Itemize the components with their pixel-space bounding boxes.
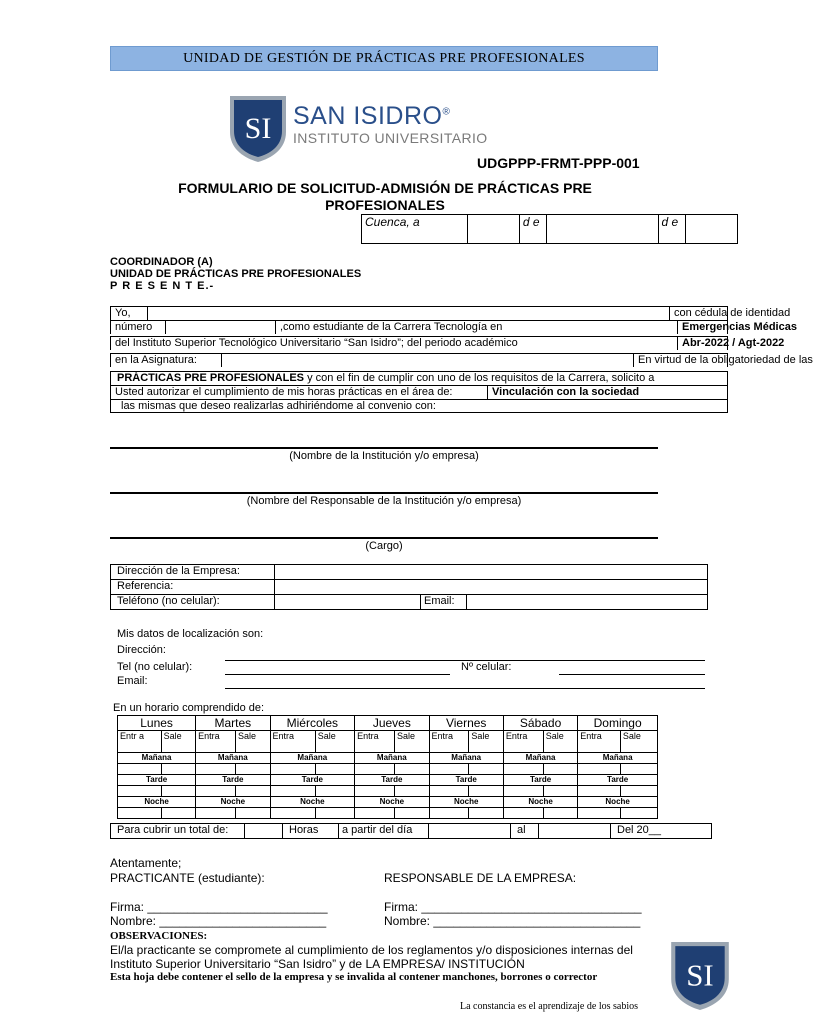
schedule-time-cell[interactable] <box>315 808 354 819</box>
location-phone-line[interactable] <box>225 674 450 675</box>
shield-logo-icon <box>228 94 288 164</box>
band-label: Mañana <box>429 753 503 764</box>
schedule-time-cell[interactable] <box>394 786 429 797</box>
schedule-time-cell[interactable] <box>270 764 315 775</box>
schedule-time-cell[interactable] <box>578 786 621 797</box>
company-address-field[interactable] <box>275 565 708 580</box>
position-caption: (Cargo) <box>365 540 403 552</box>
company-reference-field[interactable] <box>275 580 708 595</box>
exit-label: Sale <box>315 731 354 753</box>
entry-label: Entra <box>355 731 395 753</box>
schedule-time-cell[interactable] <box>196 786 236 797</box>
schedule-time-cell[interactable] <box>620 786 657 797</box>
rep-signature-line[interactable]: Firma: _________________________________ <box>384 900 642 914</box>
request-row-4: en la Asignatura: En virtud de la obligatoriedad de las <box>110 353 728 367</box>
end-day-field[interactable] <box>539 824 611 839</box>
schedule-time-cell[interactable] <box>315 764 354 775</box>
exit-label: Sale <box>469 731 504 753</box>
schedule-time-cell[interactable] <box>355 808 395 819</box>
band-label: Tarde <box>196 775 270 786</box>
location-mobile-label: Nº celular: <box>461 661 512 673</box>
band-label: Noche <box>355 797 429 808</box>
subject-field[interactable] <box>221 354 633 367</box>
exit-label: Sale <box>394 731 429 753</box>
schedule-time-cell[interactable] <box>469 764 504 775</box>
schedule-time-cell[interactable] <box>429 808 469 819</box>
schedule-time-cell[interactable] <box>578 808 621 819</box>
day-header-0: Lunes <box>118 716 196 731</box>
entry-label: Entr a <box>118 731 162 753</box>
day-header-6: Domingo <box>578 716 658 731</box>
date-table <box>361 214 738 244</box>
schedule-table <box>117 715 658 819</box>
day-header-1: Martes <box>196 716 270 731</box>
logo-subtitle: INSTITUTO UNIVERSITARIO <box>293 130 488 146</box>
band-label: Tarde <box>503 775 577 786</box>
location-phone-label: Tel (no celular): <box>117 661 193 673</box>
exit-label: Sale <box>620 731 657 753</box>
band-label: Mañana <box>578 753 658 764</box>
company-rep-label: RESPONSABLE DE LA EMPRESA: <box>384 871 577 885</box>
company-table: Dirección de la Empresa: Referencia: Teléfono (no celular): Email: <box>110 564 708 610</box>
band-label: Tarde <box>270 775 355 786</box>
schedule-time-cell[interactable] <box>543 764 578 775</box>
name-field[interactable] <box>147 307 669 320</box>
band-label: Mañana <box>355 753 429 764</box>
schedule-time-cell[interactable] <box>503 808 543 819</box>
request-row-3: del Instituto Superior Tecnológico Universitario “San Isidro”; del periodo académico Abr-2022 / Agt-2022 <box>110 336 728 350</box>
schedule-time-cell[interactable] <box>270 808 315 819</box>
entry-label: Entra <box>270 731 315 753</box>
schedule-time-cell[interactable] <box>315 786 354 797</box>
observations-text: El/la practicante se compromete al cumplimiento de los reglamentos y/o disposiciones internas del Instituto Superior Universitario “San Isidro” y de LA EMPRESA/ INSTITUCIÓN <box>110 943 633 971</box>
band-label: Mañana <box>503 753 577 764</box>
schedule-intro: En un horario comprendido de: <box>113 702 265 714</box>
schedule-time-cell[interactable] <box>118 786 162 797</box>
schedule-time-cell[interactable] <box>235 786 270 797</box>
schedule-time-cell[interactable] <box>394 808 429 819</box>
date-day-field[interactable] <box>467 215 519 244</box>
location-email-label: Email: <box>117 675 148 687</box>
band-label: Tarde <box>429 775 503 786</box>
schedule-time-cell[interactable] <box>429 764 469 775</box>
request-row-2: número ,como estudiante de la Carrera Tecnología en Emergencias Médicas <box>110 320 728 334</box>
schedule-time-cell[interactable] <box>620 808 657 819</box>
schedule-time-cell[interactable] <box>469 808 504 819</box>
exit-label: Sale <box>161 731 196 753</box>
entry-label: Entra <box>503 731 543 753</box>
schedule-time-cell[interactable] <box>196 764 236 775</box>
schedule-time-cell[interactable] <box>355 764 395 775</box>
schedule-time-cell[interactable] <box>394 764 429 775</box>
schedule-time-cell[interactable] <box>543 808 578 819</box>
rep-name-line[interactable]: Nombre: _______________________________ <box>384 914 641 928</box>
total-hours-field[interactable] <box>245 824 283 839</box>
date-year-field[interactable] <box>685 215 737 244</box>
company-phone-field[interactable] <box>275 595 421 610</box>
logo-name: SAN ISIDRO® <box>293 102 451 130</box>
schedule-time-cell[interactable] <box>161 764 196 775</box>
schedule-time-cell[interactable] <box>429 786 469 797</box>
header-banner: UNIDAD DE GESTIÓN DE PRÁCTICAS PRE PROFESIONALES <box>110 46 658 71</box>
band-label: Noche <box>578 797 658 808</box>
schedule-time-cell[interactable] <box>235 808 270 819</box>
band-label: Tarde <box>118 775 196 786</box>
entry-label: Entra <box>196 731 236 753</box>
form-title: FORMULARIO DE SOLICITUD-ADMISIÓN DE PRÁCTICAS PRE PROFESIONALES <box>178 180 592 213</box>
day-header-2: Miércoles <box>270 716 355 731</box>
student-label: PRACTICANTE (estudiante): <box>110 871 265 885</box>
day-header-4: Viernes <box>429 716 503 731</box>
date-place: Cuenca, a <box>362 215 468 244</box>
location-email-line[interactable] <box>225 688 705 689</box>
entry-label: Entra <box>578 731 621 753</box>
motto: La constancia es el aprendizaje de los sabios <box>460 1001 638 1012</box>
footer-shield-logo-icon <box>668 940 732 1012</box>
band-label: Noche <box>118 797 196 808</box>
institution-caption: (Nombre de la Institución y/o empresa) <box>289 450 479 462</box>
entry-label: Entra <box>429 731 469 753</box>
band-label: Tarde <box>578 775 658 786</box>
responsible-line[interactable] <box>110 492 658 494</box>
location-intro: Mis datos de localización son: <box>117 628 264 640</box>
sign-off: Atentamente; <box>110 856 182 870</box>
schedule-time-cell[interactable] <box>620 764 657 775</box>
date-de-2: d e <box>658 215 685 244</box>
company-email-field[interactable] <box>467 595 708 610</box>
schedule-time-cell[interactable] <box>161 786 196 797</box>
footer-logo-mark: SI <box>686 958 714 993</box>
band-label: Noche <box>503 797 577 808</box>
day-header-3: Jueves <box>355 716 429 731</box>
request-row-1: Yo, con cédula de identidad <box>110 306 728 320</box>
addressee: COORDINADOR (A) UNIDAD DE PRÁCTICAS PRE PROFESIONALES P R E S E N T E.- <box>110 256 362 292</box>
date-month-field[interactable] <box>546 215 658 244</box>
schedule-time-cell[interactable] <box>270 786 315 797</box>
band-label: Tarde <box>355 775 429 786</box>
position-line[interactable] <box>110 537 658 539</box>
schedule-time-cell[interactable] <box>543 786 578 797</box>
responsible-caption: (Nombre del Responsable de la Institución y/o empresa) <box>246 495 522 507</box>
schedule-time-cell[interactable] <box>469 786 504 797</box>
band-label: Mañana <box>196 753 270 764</box>
validity-warning: Esta hoja debe contener el sello de la empresa y se invalida al contener manchones, borrones o corrector <box>110 971 598 983</box>
schedule-time-cell[interactable] <box>196 808 236 819</box>
band-label: Noche <box>270 797 355 808</box>
schedule-time-cell[interactable] <box>503 786 543 797</box>
day-header-5: Sábado <box>503 716 577 731</box>
observations-title: OBSERVACIONES: <box>110 930 208 942</box>
schedule-time-cell[interactable] <box>578 764 621 775</box>
band-label: Noche <box>429 797 503 808</box>
band-label: Mañana <box>118 753 196 764</box>
request-row-6: Usted autorizar el cumplimiento de mis horas prácticas en el área de: Vinculación con la sociedad <box>110 385 728 399</box>
schedule-time-cell[interactable] <box>161 808 196 819</box>
logo-mark: SI <box>244 112 272 145</box>
request-row-7: las mismas que deseo realizarlas adhiriéndome al convenio con: <box>110 399 728 413</box>
student-name-line[interactable]: Nombre: _________________________ <box>110 914 327 928</box>
start-day-field[interactable] <box>429 824 511 839</box>
band-label: Mañana <box>270 753 355 764</box>
date-de-1: d e <box>519 215 546 244</box>
location-mobile-line[interactable] <box>559 674 705 675</box>
schedule-time-cell[interactable] <box>355 786 395 797</box>
id-number-field[interactable] <box>165 321 275 334</box>
schedule-time-cell[interactable] <box>118 808 162 819</box>
exit-label: Sale <box>235 731 270 753</box>
schedule-time-cell[interactable] <box>118 764 162 775</box>
location-address-label: Dirección: <box>117 644 166 656</box>
institution-line[interactable] <box>110 447 658 449</box>
band-label: Noche <box>196 797 270 808</box>
schedule-time-cell[interactable] <box>235 764 270 775</box>
request-row-5: PRÁCTICAS PRE PROFESIONALES y con el fin de cumplir con uno de los requisitos de la Carrera, solicito a <box>110 371 728 385</box>
form-code: UDGPPP-FRMT-PPP-001 <box>477 155 640 171</box>
totals-table: Para cubrir un total de: Horas a partir del día al Del 20__ <box>110 823 712 839</box>
schedule-time-cell[interactable] <box>503 764 543 775</box>
exit-label: Sale <box>543 731 578 753</box>
student-signature-line[interactable]: Firma: ___________________________ <box>110 900 328 914</box>
